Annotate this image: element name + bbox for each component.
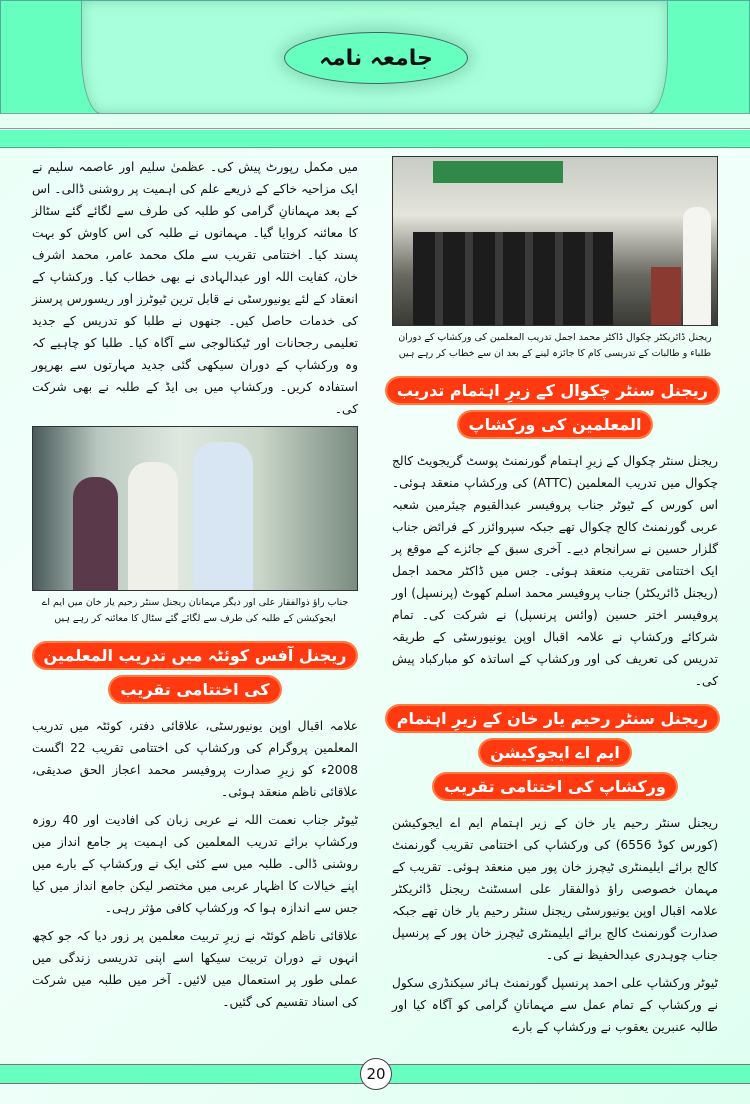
right-heading-2 (392, 702, 718, 804)
photo-figure (128, 462, 178, 591)
right-paragraph-3: ٹیوٹر ورکشاپ علی احمد پرنسپل گورنمنٹ ہائر سیکنڈری سکول نے ورکشاپ کے تمام عمل سے مہمانانِ گرامی کو آگاہ کیا اور طالبہ عنبرین یعقوب نے ورکشاپ کے بارے (392, 976, 718, 1034)
left-heading (32, 639, 358, 707)
right-heading-1-text: ریجنل سنٹر چکوال کے زیرِ اہتمام تدریب المعلمین کی ورکشاپ (387, 378, 718, 437)
page-header (0, 0, 750, 150)
right-heading-2-line-1: ریجنل سنٹر رحیم یار خان کے زیرِ اہتمام ایم اے ایجوکیشن (387, 706, 718, 765)
photo-speaker (683, 207, 711, 326)
right-paragraph-1: ریجنل سنٹر چکوال کے زیرِ اہتمام گورنمنٹ پوسٹ گریجویٹ کالج چکوال میں تدریب المعلمین (ATTC) کی ورکشاپ منعقد ہوئی۔ اس کورس کے ٹیوٹر جناب پروفیسر عبدالقیوم چیئرمین شعبہ عربی گورنمنٹ کالج چکوال تھے جبکہ سپروائزر کے فرائض جناب گلزار حسین نے سرانجام دیے۔ آخری سبق کے جائزے کے موقع پر ایک اختتامی تقریب منعقد ہوئی۔ جس میں ڈاکٹر محمد اجمل (ریجنل ڈائریکٹر) جناب پروفیسر محمد اسلم کھوٹ (پرنسپل) اور پروفیسر اختر حسین (وائس پرنسپل) نے شرکت کی۔ تمام شرکائے ورکشاپ نے علامہ اقبال اوپن یونیورسٹی کے طریقہ تدریس کی تعریف کی اور ورکشاپ کے اساتذہ کو مبارکباد پیش کی۔ (392, 454, 718, 688)
photo-figure (193, 442, 253, 591)
header-banner (0, 0, 750, 113)
left-paragraph: علاقائی ناظم کوئٹہ نے زیرِ تربیت معلمین پر زور دیا کہ جو کچھ انہوں نے دوران تربیت سیکھا اسے اپنی تدریسی زندگی میں عملی طور پر استعمال میں لائیں۔ آخر میں طلبہ میں شرکت کی اسناد تقسیم کی گئیں۔ (32, 929, 358, 1009)
content-columns (0, 150, 750, 1054)
left-column (32, 156, 358, 1044)
photo-figure (73, 477, 118, 591)
photo-audience (413, 232, 613, 326)
right-heading-2-line-2: ورکشاپ کی اختتامی تقریب (434, 774, 676, 799)
left-paragraph: ٹیوٹر جناب نعمت اللہ نے عربی زبان کی افادیت اور 40 روزہ ورکشاپ برائے تدریب المعلمین کی اہمیت پر جامع انداز میں روشنی ڈالی۔ طلبہ میں سے کئی ایک نے ورکشاپ کے بارے میں اپنے خیالات کا اظہار عربی میں مختصر لیکن جامع انداز میں کیا جس سے اندازہ ہوا کہ ورکشاپ کافی مؤثر رہی۔ (32, 813, 358, 915)
right-photo-caption: ریجنل ڈائریکٹر چکوال ڈاکٹر محمد اجمل تدریب المعلمین کی ورکشاپ کے دوران طلباء و طالبات کے تدریسی کام کا جائزہ لینے کے بعد ان سے خطاب کر رہے ہیں (398, 332, 712, 359)
photo-podium (651, 267, 681, 326)
photo-stall-inspection (32, 426, 358, 591)
right-column (392, 156, 718, 1044)
left-photo-caption: جناب راؤ ذوالفقار علی اور دیگر مہمانان ریجنل سنٹر رحیم یار خان میں ایم اے ایجوکیشن کے طلبہ کی طرف سے لگائے گئے سٹال کا معائنہ کر رہے ہیں (41, 597, 349, 624)
photo-workshop-address (392, 156, 718, 326)
page-number: 20 (360, 1058, 392, 1090)
magazine-title: جامعہ نامہ (284, 32, 468, 84)
left-paragraph: علامہ اقبال اوپن یونیورسٹی، علاقائی دفتر، کوئٹہ میں تدریب المعلمین پروگرام کی ورکشاپ کی اختتامی تقریب 22 اگست 2008ء کو زیرِ صدارت پروفیسر محمد اعجاز الحق صدیقی، علاقائی ناظم منعقد ہوئی۔ (32, 719, 359, 799)
right-paragraph-2: ریجنل سنٹر رحیم یار خان کے زیر اہتمام ایم اے ایجوکیشن (کورس کوڈ 6556) کی ورکشاپ کی اختتامی تقریب گورنمنٹ کالج برائے ایلیمنٹری ٹیچرز خان پور میں منعقد ہوئی۔ تقریب کے مہمان خصوصی راؤ ذوالفقار علی اسسٹنٹ ریجنل ڈائریکٹر علامہ اقبال اوپن یونیورسٹی ریجنل سنٹر رحیم یار خان تھے جبکہ صدارت گورنمنٹ کالج برائے ایلیمنٹری ٹیچرز خان پور کے پرنسپل جناب چوہدری عبدالحفیظ نے کی۔ (392, 816, 719, 962)
page-footer (0, 1054, 750, 1104)
header-band-mint (0, 130, 750, 148)
photo-banner (433, 161, 563, 183)
header-band-light (0, 113, 750, 129)
left-heading-text: ریجنل آفس کوئٹہ میں تدریب المعلمین کی اختتامی تقریب (34, 643, 357, 702)
left-intro-text: میں مکمل رپورٹ پیش کی۔ عظمیٰ سلیم اور عاصمہ سلیم نے ایک مزاحیہ خاکے کے ذریعے علم کی اہمیت پر روشنی ڈالی۔ اس کے بعد مہمانانِ گرامی کو طلبہ کی طرف سے لگائے گئے سٹالز کا معائنہ کروایا گیا۔ مہمانوں نے طلبہ کی اس کاوش کو بہت پسند کیا۔ اختتامی تقریب سے ملک محمد عامر، محمد اشرف خان، کفایت اللہ اور عبدالہادی نے بھی خطاب کیا۔ ورکشاپ کے انعقاد کے لئے یونیورسٹی نے قابل ترین ٹیوٹرز اور ریسورس پرسنز کی خدمات حاصل کیں۔ جنھوں نے طلبا کو تدریس کے جدید تعلیمی رجحانات اور ٹیکنالوجی سے آگاہ کیا۔ طلبا کو چاہیے کہ وہ ورکشاپ کے دوران سیکھی گئی جدید مہارتوں سے بھرپور استفادہ کریں۔ ورکشاپ میں بی ایڈ کے طلبہ نے بھی شرکت کی۔ (32, 160, 358, 416)
right-heading-1 (392, 374, 718, 442)
